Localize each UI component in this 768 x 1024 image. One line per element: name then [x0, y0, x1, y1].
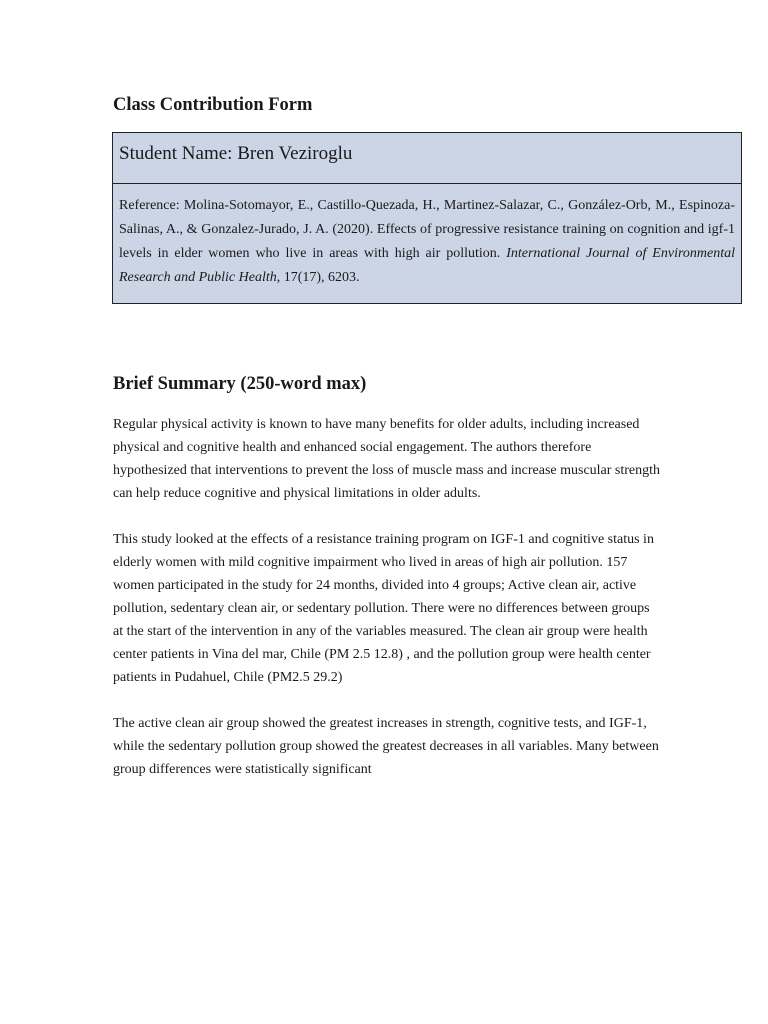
summary-heading: Brief Summary (250-word max): [113, 374, 367, 394]
form-title: Class Contribution Form: [113, 95, 313, 115]
reference-journal: International Journal of Environmental Research and Public Health: [119, 246, 735, 285]
summary-paragraph-3: The active clean air group showed the greatest increases in strength, cognitive tests, and IGF-1, while the sedentary pollution group showed the greatest decreases in all variables. Many between group differences were statistically significant: [113, 716, 659, 777]
reference-citation: [113, 184, 741, 303]
student-info-box: [112, 132, 742, 304]
summary-paragraph-1: Regular physical activity is known to have many benefits for older adults, including increased physical and cognitive health and enhanced social engagement. The authors therefore hypothesized that interventions to prevent the loss of muscle mass and increase muscular strength can help reduce cognitive and physical limitations in older adults.: [113, 417, 661, 501]
summary-body: [113, 413, 661, 804]
student-name: Student Name: Bren Veziroglu: [113, 133, 741, 184]
reference-text: Reference: Molina-Sotomayor, E., Castillo-Quezada, H., Martinez-Salazar, C., González-Orb, M., Espinoza-Salinas, A., & Gonzalez-Jurado, J. A. (2020). Effects of progressive resistance training on cognition and igf-1 levels in elder women who live in areas with high air pollution.: [119, 198, 735, 261]
reference-volume: , 17(17), 6203.: [276, 270, 360, 285]
summary-paragraph-2: This study looked at the effects of a resistance training program on IGF-1 and cognitive status in elderly women with mild cognitive impairment who lived in areas of high air pollution. 157 women participated in the study for 24 months, divided into 4 groups; Active clean air, active pollution, sedentary clean air, or sedentary pollution. There were no differences between groups at the start of the intervention in any of the variables measured. The clean air group were health center patients in Vina del mar, Chile (PM 2.5 12.8) , and the pollution group were health center patients in Pudahuel, Chile (PM2.5 29.2): [113, 532, 654, 685]
